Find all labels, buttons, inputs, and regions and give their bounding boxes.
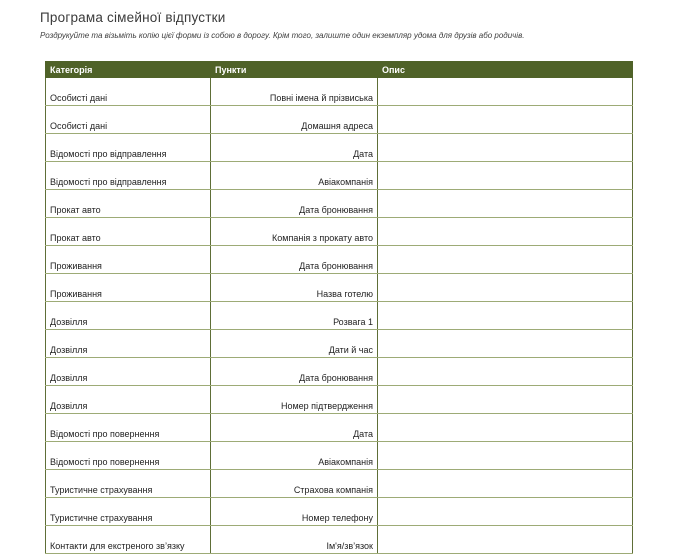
table-row (46, 330, 633, 358)
vacation-itinerary-table (45, 61, 633, 554)
description-cell[interactable] (378, 470, 633, 498)
item-cell: Авіакомпанія (211, 442, 378, 470)
description-cell[interactable] (378, 162, 633, 190)
item-cell: Повні імена й прізвиська (211, 78, 378, 106)
description-cell[interactable] (378, 526, 633, 554)
item-cell: Страхова компанія (211, 470, 378, 498)
table-row (46, 162, 633, 190)
category-cell: Відомості про відправлення (46, 162, 211, 190)
table-row (46, 190, 633, 218)
description-cell[interactable] (378, 302, 633, 330)
item-cell: Авіакомпанія (211, 162, 378, 190)
category-cell: Проживання (46, 274, 211, 302)
table-row (46, 498, 633, 526)
page-subtitle: Роздрукуйте та візьміть копію цієї форми із собою в дорогу. Крім того, залиште один екземпляр удома для друзів або родичів. (40, 31, 525, 40)
description-cell[interactable] (378, 106, 633, 134)
category-cell: Туристичне страхування (46, 498, 211, 526)
description-cell[interactable] (378, 498, 633, 526)
description-cell[interactable] (378, 218, 633, 246)
table-row (46, 470, 633, 498)
description-cell[interactable] (378, 246, 633, 274)
category-cell: Відомості про повернення (46, 414, 211, 442)
table-row (46, 134, 633, 162)
item-cell: Дати й час (211, 330, 378, 358)
category-cell: Особисті дані (46, 106, 211, 134)
item-cell: Дата бронювання (211, 246, 378, 274)
table-header-row (46, 62, 633, 78)
column-header-items: Пункти (211, 62, 378, 78)
description-cell[interactable] (378, 386, 633, 414)
category-cell: Дозвілля (46, 302, 211, 330)
description-cell[interactable] (378, 190, 633, 218)
table-row (46, 442, 633, 470)
category-cell: Туристичне страхування (46, 470, 211, 498)
table-row (46, 526, 633, 554)
table-row (46, 302, 633, 330)
category-cell: Прокат авто (46, 218, 211, 246)
table-row (46, 358, 633, 386)
column-header-category: Категорія (46, 62, 211, 78)
item-cell: Домашня адреса (211, 106, 378, 134)
category-cell: Дозвілля (46, 330, 211, 358)
description-cell[interactable] (378, 78, 633, 106)
table-row (46, 218, 633, 246)
description-cell[interactable] (378, 330, 633, 358)
item-cell: Ім'я/зв’язок (211, 526, 378, 554)
description-cell[interactable] (378, 442, 633, 470)
item-cell: Компанія з прокату авто (211, 218, 378, 246)
category-cell: Прокат авто (46, 190, 211, 218)
item-cell: Дата бронювання (211, 358, 378, 386)
category-cell: Особисті дані (46, 78, 211, 106)
table-row (46, 106, 633, 134)
table-row (46, 274, 633, 302)
category-cell: Проживання (46, 246, 211, 274)
item-cell: Дата (211, 134, 378, 162)
description-cell[interactable] (378, 358, 633, 386)
category-cell: Дозвілля (46, 386, 211, 414)
category-cell: Відомості про відправлення (46, 134, 211, 162)
category-cell: Контакти для екстреного зв’язку (46, 526, 211, 554)
category-cell: Відомості про повернення (46, 442, 211, 470)
page-title: Програма сімейної відпустки (40, 10, 226, 25)
table-row (46, 246, 633, 274)
table-row (46, 386, 633, 414)
column-header-description: Опис (378, 62, 633, 78)
item-cell: Розвага 1 (211, 302, 378, 330)
description-cell[interactable] (378, 134, 633, 162)
table-body (46, 78, 633, 554)
item-cell: Дата (211, 414, 378, 442)
description-cell[interactable] (378, 274, 633, 302)
category-cell: Дозвілля (46, 358, 211, 386)
item-cell: Дата бронювання (211, 190, 378, 218)
item-cell: Номер підтвердження (211, 386, 378, 414)
table-row (46, 414, 633, 442)
table-row (46, 78, 633, 106)
item-cell: Назва готелю (211, 274, 378, 302)
description-cell[interactable] (378, 414, 633, 442)
item-cell: Номер телефону (211, 498, 378, 526)
